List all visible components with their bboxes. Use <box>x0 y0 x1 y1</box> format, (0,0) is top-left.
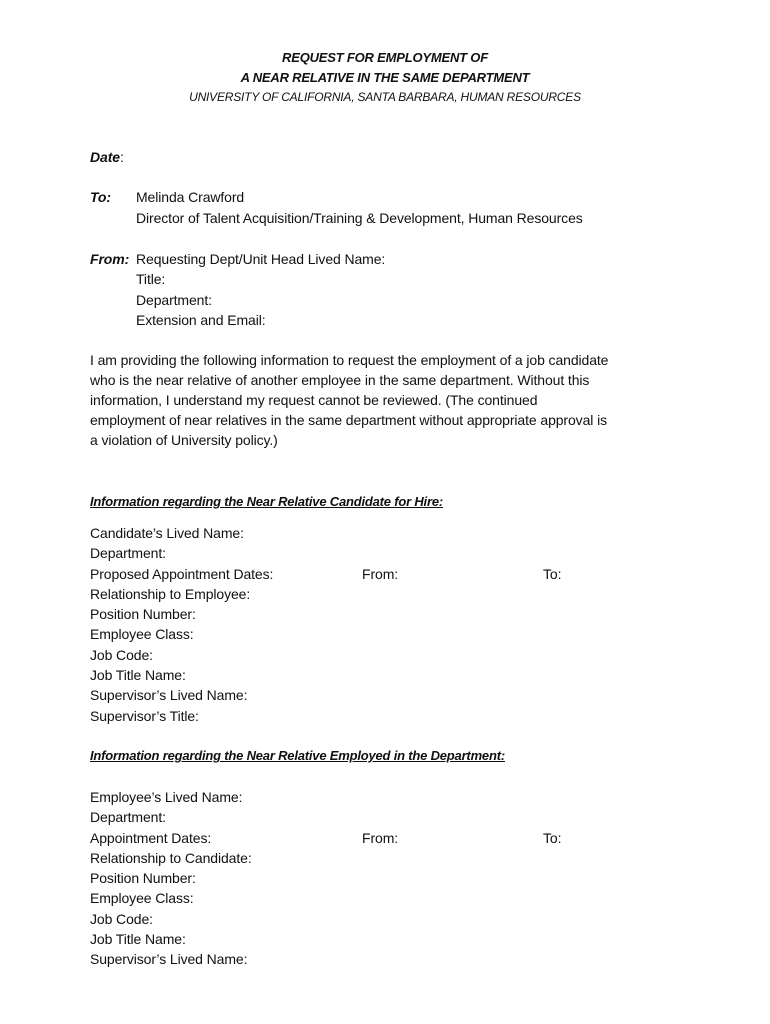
list-item: Appointment Dates: <box>90 829 212 846</box>
list-item: Supervisor’s Lived Name: <box>90 687 248 704</box>
form-subtitle: UNIVERSITY OF CALIFORNIA, SANTA BARBARA, HUMAN RESOURCES <box>189 90 581 104</box>
list-item: Position Number: <box>90 606 196 623</box>
date-field <box>90 147 124 167</box>
form-title-line-1: REQUEST FOR EMPLOYMENT OF <box>282 50 488 65</box>
list-item: Employee Class: <box>90 890 194 907</box>
date-colon: : <box>119 149 124 165</box>
to-title: Director of Talent Acquisition/Training & Development, Human Resources <box>136 210 583 226</box>
list-item: Employee’s Lived Name: <box>90 789 243 805</box>
candidate-from-label: From: <box>362 566 399 582</box>
from-line: Requesting Dept/Unit Head Lived Name: <box>136 251 386 267</box>
candidate-to-label: To: <box>543 566 562 582</box>
intro-line: I am providing the following information to request the employment of a job candidate <box>90 352 609 368</box>
intro-line: a violation of University policy.) <box>90 432 278 448</box>
candidate-field-list <box>90 523 273 726</box>
candidate-section-heading: Information regarding the Near Relative Candidate for Hire: <box>90 494 443 509</box>
list-item: Supervisor’s Title: <box>90 707 199 724</box>
employee-field-list <box>90 787 252 970</box>
intro-line: employment of near relatives in the same department without appropriate approval is <box>90 412 607 428</box>
list-item: Job Code: <box>90 646 153 663</box>
from-line: Department: <box>136 292 212 308</box>
from-label: From: <box>90 251 130 267</box>
form-title-line-2: A NEAR RELATIVE IN THE SAME DEPARTMENT <box>240 70 530 85</box>
list-item: Department: <box>90 809 166 826</box>
from-line: Title: <box>136 271 166 287</box>
list-item: Proposed Appointment Dates: <box>90 565 274 582</box>
from-line: Extension and Email: <box>136 312 266 328</box>
list-item: Job Code: <box>90 910 153 927</box>
employee-from-label: From: <box>362 830 399 846</box>
list-item: Job Title Name: <box>90 931 186 948</box>
intro-line: who is the near relative of another employee in the same department. Without this <box>90 372 590 388</box>
intro-line: information, I understand my request cannot be reviewed. (The continued <box>90 392 538 408</box>
list-item: Employee Class: <box>90 626 194 643</box>
list-item: Department: <box>90 545 166 562</box>
list-item: Candidate’s Lived Name: <box>90 525 244 541</box>
date-label: Date <box>90 149 120 165</box>
list-item: Position Number: <box>90 870 196 887</box>
to-name: Melinda Crawford <box>136 189 245 205</box>
list-item: Relationship to Candidate: <box>90 849 252 866</box>
intro-paragraph <box>90 350 690 450</box>
employee-to-label: To: <box>543 830 562 846</box>
list-item: Supervisor’s Lived Name: <box>90 951 248 968</box>
employee-section-heading: Information regarding the Near Relative Employed in the Department: <box>90 748 505 763</box>
to-label: To: <box>90 189 111 205</box>
list-item: Job Title Name: <box>90 667 186 684</box>
list-item: Relationship to Employee: <box>90 585 251 602</box>
